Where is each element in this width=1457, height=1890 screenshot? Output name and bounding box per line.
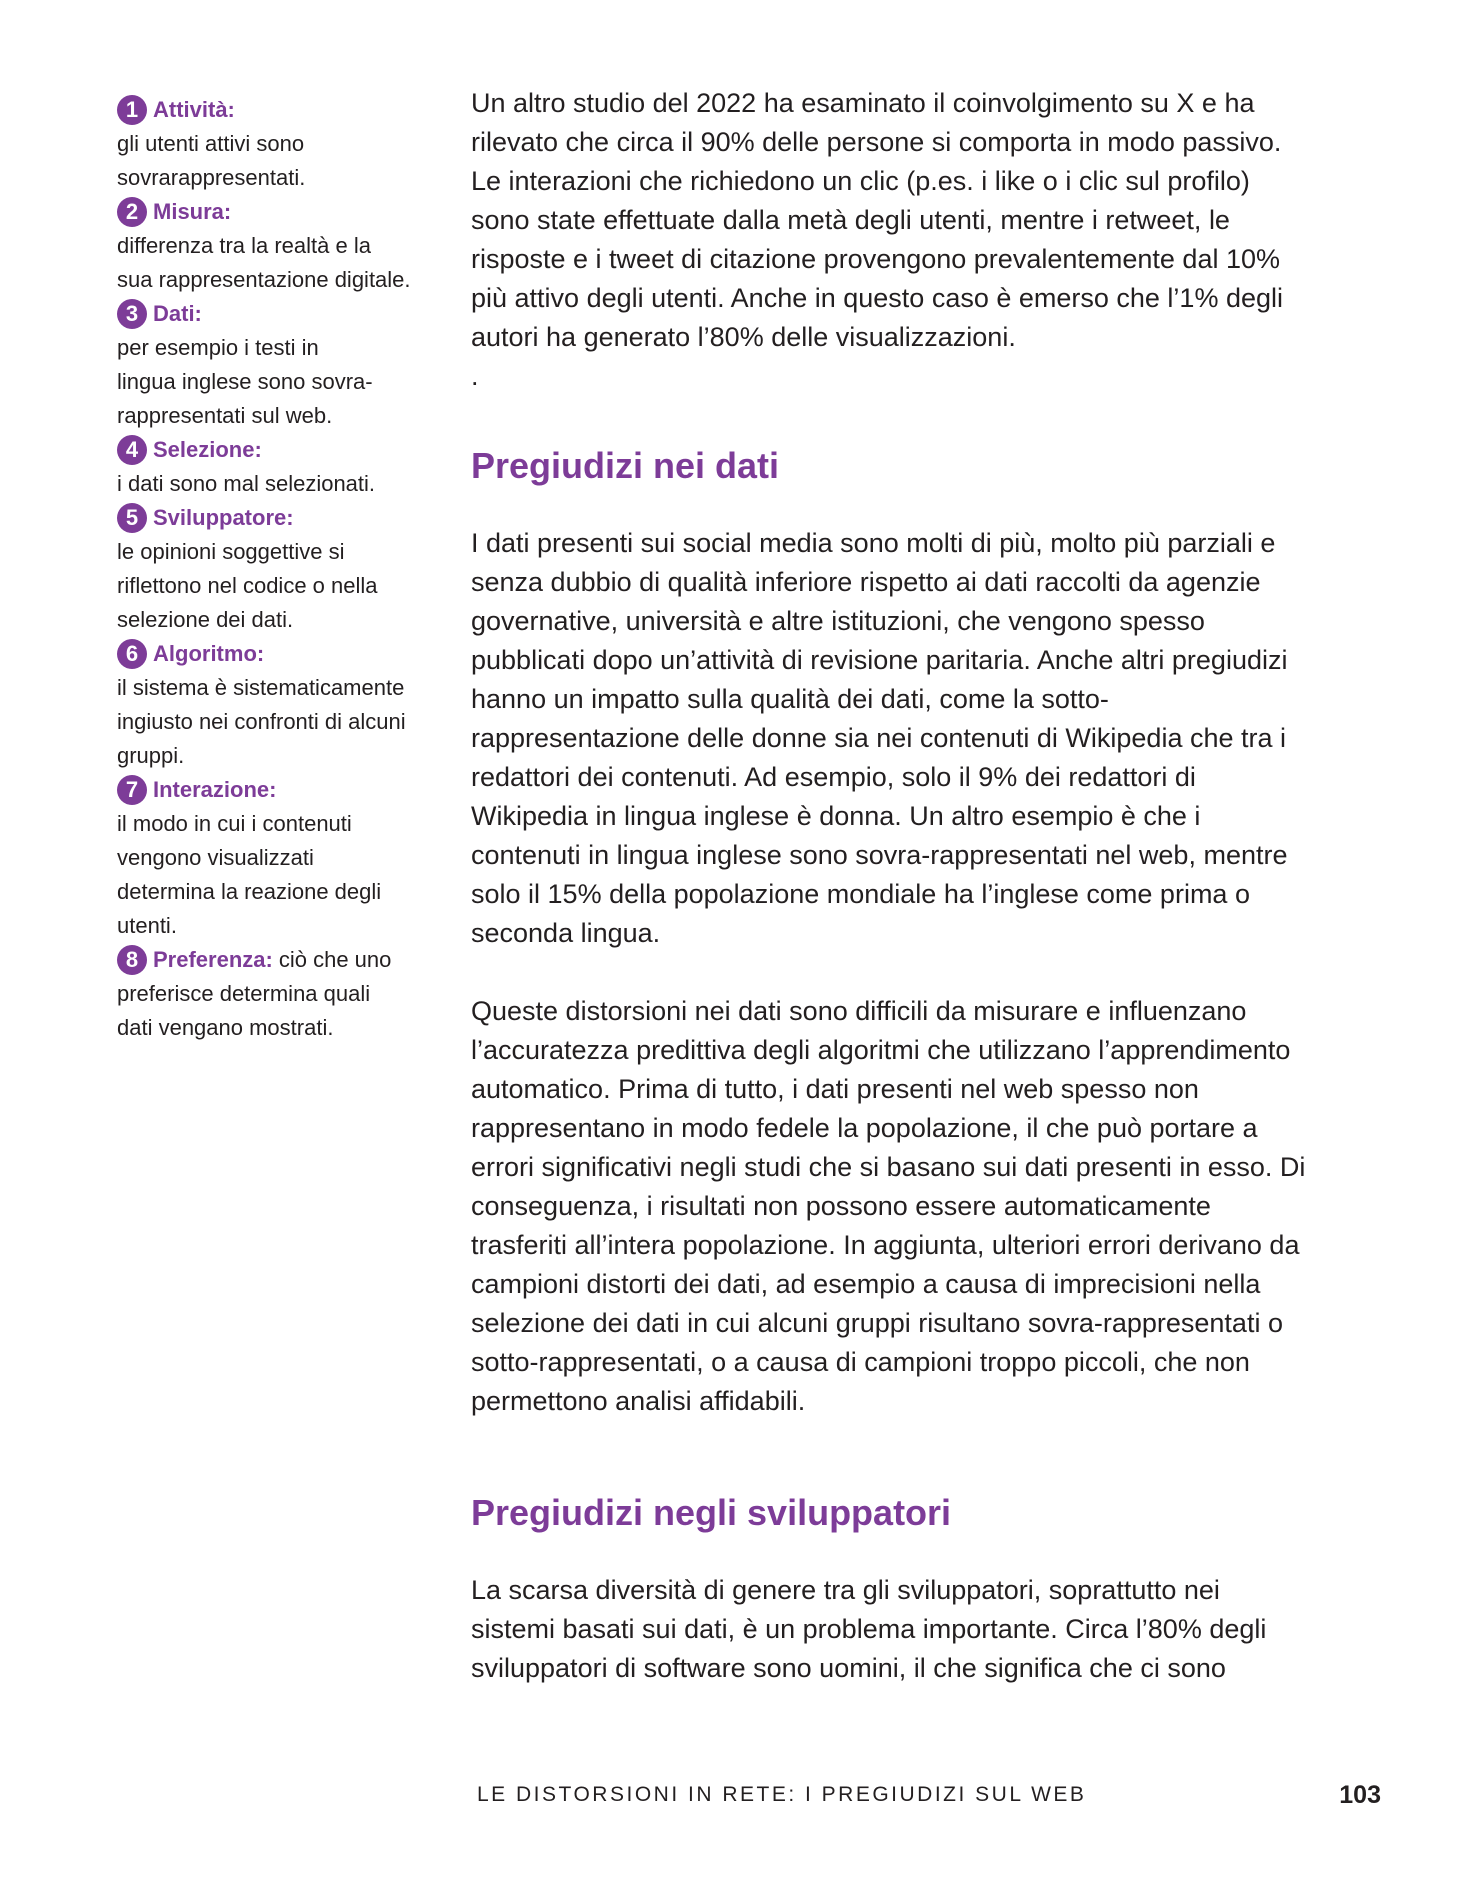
intro-paragraph: [471, 84, 1381, 357]
text-line: Queste distorsioni nei dati sono difficili da misurare e influenzano: [471, 996, 1247, 1026]
main-text-column: [471, 84, 1381, 1688]
number-badge-icon: 4: [117, 435, 147, 465]
bias-description-line: il sistema è sistematicamente: [117, 675, 405, 700]
text-line: contenuti in lingua inglese sono sovra-rappresentati nel web, mentre: [471, 840, 1288, 870]
bias-description-line: selezione dei dati.: [117, 607, 294, 632]
bias-description-line: le opinioni soggettive si: [117, 539, 345, 564]
bias-description-line: ingiusto nei confronti di alcuni: [117, 709, 406, 734]
text-line: l’accuratezza predittiva degli algoritmi che utilizzano l’apprendimento: [471, 1035, 1291, 1065]
bias-term: Sviluppatore:: [153, 505, 294, 530]
text-line: pubblicati dopo un’attività di revisione paritaria. Anche altri pregiudizi: [471, 645, 1288, 675]
bias-description-line: sua rappresentazione digitale.: [117, 267, 411, 292]
bias-item: [117, 297, 447, 433]
bias-description-line: rappresentati sul web.: [117, 403, 333, 428]
bias-term: Attività:: [153, 97, 235, 122]
section-heading-developer-bias: Pregiudizi negli sviluppatori: [471, 1492, 952, 1533]
bias-description-line: per esempio i testi in: [117, 335, 319, 360]
section-heading-data-bias: Pregiudizi nei dati: [471, 445, 780, 486]
bias-description-line: preferisce determina quali: [117, 981, 371, 1006]
running-title: LE DISTORSIONI IN RETE: I PREGIUDIZI SUL WEB: [477, 1783, 1087, 1806]
number-badge-icon: 7: [117, 775, 147, 805]
text-line: solo il 15% della popolazione mondiale ha l’inglese come prima o: [471, 879, 1250, 909]
text-line: selezione dei dati in cui alcuni gruppi risultano sovra-rappresentati o: [471, 1308, 1283, 1338]
number-badge-icon: 6: [117, 639, 147, 669]
bias-item: [117, 943, 447, 1045]
text-line: sotto-rappresentati, o a causa di campioni troppo piccoli, che non: [471, 1347, 1250, 1377]
text-line: rappresentazione delle donne sia nei contenuti di Wikipedia che tra i: [471, 723, 1287, 753]
bias-description-line: il modo in cui i contenuti: [117, 811, 352, 836]
bias-item: [117, 637, 447, 773]
bias-description-line: riflettono nel codice o nella: [117, 573, 378, 598]
number-badge-icon: 3: [117, 299, 147, 329]
bias-term: Selezione:: [153, 437, 262, 462]
bias-description-line: differenza tra la realtà e la: [117, 233, 371, 258]
text-line: sviluppatori di software sono uomini, il che significa che ci sono: [471, 1653, 1226, 1683]
text-line: senza dubbio di qualità inferiore rispetto ai dati raccolti da agenzie: [471, 567, 1261, 597]
text-line: rilevato che circa il 90% delle persone si comporta in modo passivo.: [471, 127, 1282, 157]
text-line: Wikipedia in lingua inglese è donna. Un altro esempio è che i: [471, 801, 1201, 831]
text-line: Le interazioni che richiedono un clic (p.es. i like o i clic sul profilo): [471, 166, 1250, 196]
bias-item: [117, 773, 447, 943]
text-line: rappresentano in modo fedele la popolazione, il che può portare a: [471, 1113, 1258, 1143]
bias-term: Misura:: [153, 199, 232, 224]
bias-term: Algoritmo:: [153, 641, 265, 666]
number-badge-icon: 2: [117, 197, 147, 227]
text-line: hanno un impatto sulla qualità dei dati, come la sotto-: [471, 684, 1109, 714]
text-line: errori significativi negli studi che si basano sui dati presenti in esso. Di: [471, 1152, 1306, 1182]
number-badge-icon: 1: [117, 95, 147, 125]
page-footer: [477, 1780, 1381, 1810]
data-bias-paragraph-1: [471, 524, 1381, 953]
bias-description-line: vengono visualizzati: [117, 845, 314, 870]
text-line: seconda lingua.: [471, 918, 661, 948]
bias-item: [117, 501, 447, 637]
bias-description-line: utenti.: [117, 913, 177, 938]
bias-description-line: dati vengano mostrati.: [117, 1015, 334, 1040]
number-badge-icon: 8: [117, 945, 147, 975]
text-line: conseguenza, i risultati non possono essere automaticamente: [471, 1191, 1211, 1221]
text-line: I dati presenti sui social media sono molti di più, molto più parziali e: [471, 528, 1276, 558]
bias-term: Preferenza:: [153, 947, 273, 972]
text-line: permettono analisi affidabili.: [471, 1386, 806, 1416]
text-line: risposte e i tweet di citazione provengono prevalentemente dal 10%: [471, 244, 1280, 274]
bias-description-line: lingua inglese sono sovra-: [117, 369, 373, 394]
number-badge-icon: 5: [117, 503, 147, 533]
page-number: 103: [1339, 1780, 1381, 1809]
bias-description-line: gruppi.: [117, 743, 185, 768]
text-line: trasferiti all’intera popolazione. In aggiunta, ulteriori errori derivano da: [471, 1230, 1300, 1260]
bias-description-line: sovrarappresentati.: [117, 165, 306, 190]
developer-bias-paragraph: [471, 1571, 1381, 1688]
bias-description-line: i dati sono mal selezionati.: [117, 471, 376, 496]
text-line: sono state effettuate dalla metà degli utenti, mentre i retweet, le: [471, 205, 1230, 235]
bias-description-line: gli utenti attivi sono: [117, 131, 305, 156]
text-line: automatico. Prima di tutto, i dati presenti nel web spesso non: [471, 1074, 1199, 1104]
text-line: Un altro studio del 2022 ha esaminato il coinvolgimento su X e ha: [471, 88, 1255, 118]
bias-term: Interazione:: [153, 777, 277, 802]
text-line: più attivo degli utenti. Anche in questo caso è emerso che l’1% degli: [471, 283, 1284, 313]
bias-types-sidebar: [117, 93, 447, 1045]
data-bias-paragraph-2: [471, 992, 1381, 1421]
bias-term: Dati:: [153, 301, 202, 326]
text-line: governative, università e altre istituzioni, che vengono spesso: [471, 606, 1205, 636]
bias-item: [117, 195, 447, 297]
bias-item: [117, 433, 447, 501]
bias-description-line: determina la reazione degli: [117, 879, 382, 904]
text-line: autori ha generato l’80% delle visualizzazioni.: [471, 322, 1016, 352]
text-line: redattori dei contenuti. Ad esempio, solo il 9% dei redattori di: [471, 762, 1196, 792]
bias-item: [117, 93, 447, 195]
stray-dot: .: [471, 361, 479, 391]
text-line: campioni distorti dei dati, ad esempio a causa di imprecisioni nella: [471, 1269, 1261, 1299]
text-line: La scarsa diversità di genere tra gli sviluppatori, soprattutto nei: [471, 1575, 1220, 1605]
bias-description-inline: ciò che uno: [278, 947, 392, 972]
text-line: sistemi basati sui dati, è un problema importante. Circa l’80% degli: [471, 1614, 1267, 1644]
